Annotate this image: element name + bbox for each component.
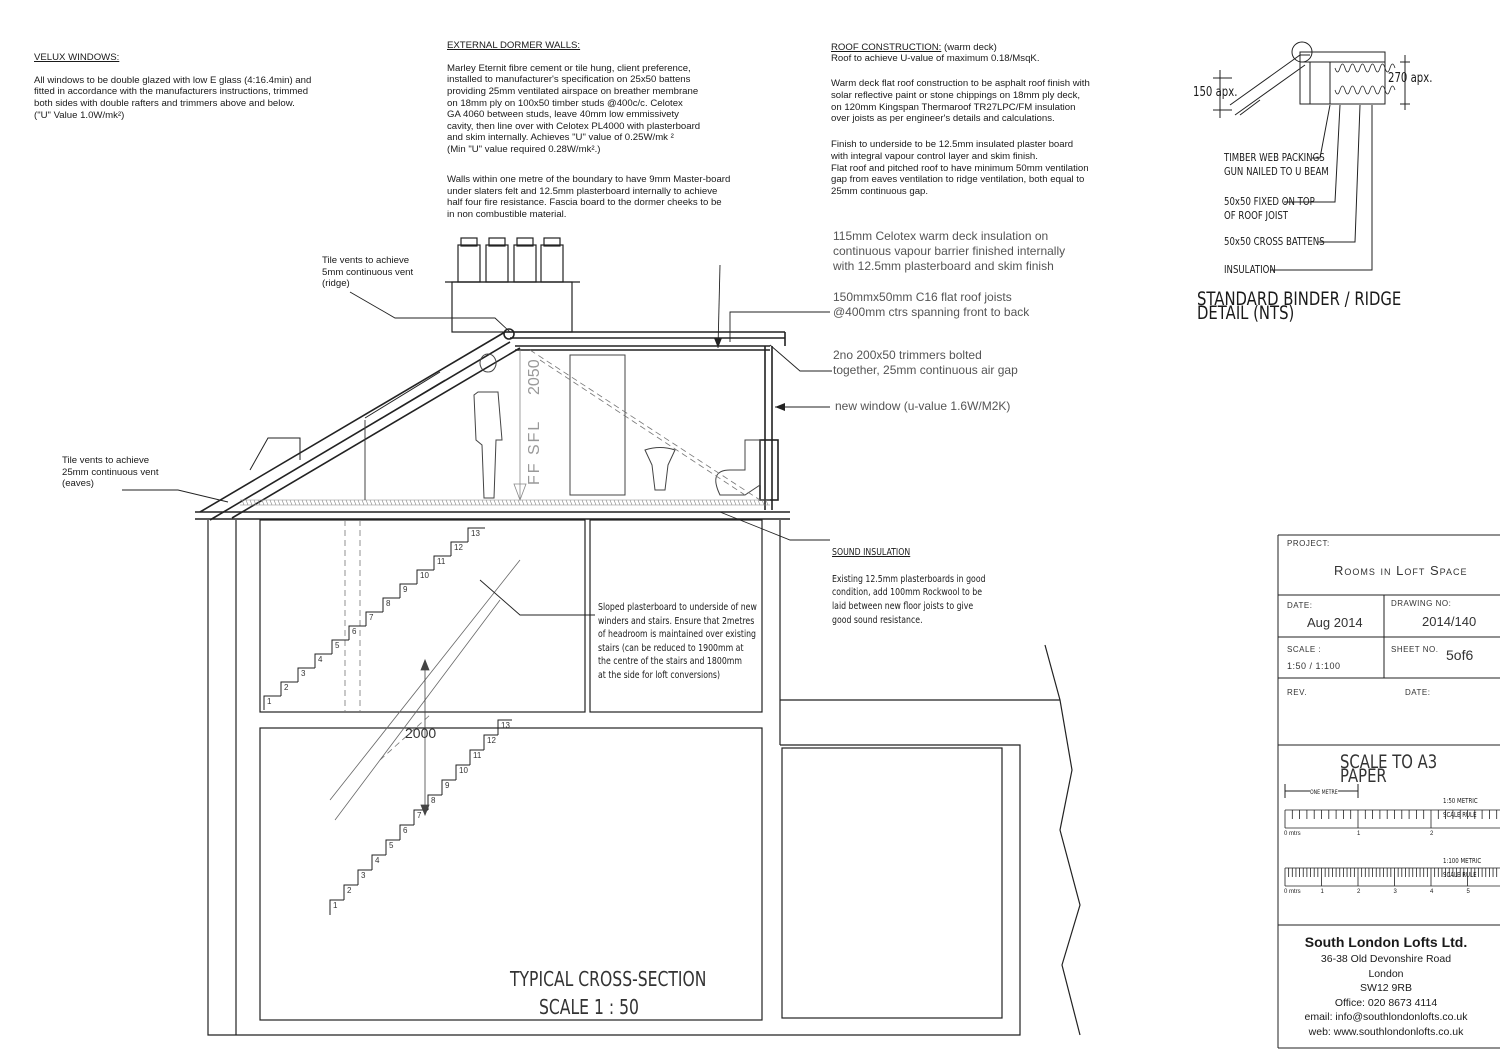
drawing-no-value: 2014/140 [1422,614,1477,629]
scale-rule-tick-label: 4 [1430,889,1434,895]
roof [195,329,790,520]
ridge-label-cross-battens: 50x50 CROSS BATTENS [1224,235,1325,248]
dimension-2050 [514,350,526,500]
rule-100-label: 1:100 METRIC SCALE RULE [1443,857,1482,879]
upper-stairs [264,528,485,710]
date-label: DATE: [1287,601,1313,610]
sheet-no-label: SHEET NO. [1391,645,1439,654]
ridge-label-timber: TIMBER WEB PACKINGS GUN NAILED TO U BEAM [1224,151,1329,178]
dim-270-label: 270 apx. [1388,71,1433,86]
new-window-note: new window (u-value 1.6W/M2K) [835,399,1011,413]
roof-heading-suffix: (warm deck) [941,41,997,53]
section-scale: SCALE 1 : 50 [539,995,639,1019]
upper-stair-number: 5 [335,641,340,650]
company-postcode: SW12 9RB [1360,982,1412,995]
dormer-note [447,28,767,232]
upper-stair-number: 6 [352,627,357,636]
roof-body-1: Warm deck flat roof construction to be asphalt roof finish with solar reflective paint or stone chippings on 18mm ply deck, on 120mm Kingspan Thermaroof TR27LPC/FM insulation over joists as per engineer's details and calculations. [831,78,1090,125]
company-office: Office: 020 8673 4114 [1334,996,1438,1009]
ridge-label-insulation: INSULATION [1224,263,1276,276]
roof-note [831,30,1131,209]
section-title: TYPICAL CROSS-SECTION [510,967,707,991]
upper-stair-number: 2 [284,683,289,692]
scale-rule-tick-label: 3 [1393,889,1397,895]
rev-date-label: DATE: [1405,688,1431,697]
project-label: PROJECT: [1287,539,1330,548]
sound-heading: SOUND INSULATION [832,546,911,558]
date-value: Aug 2014 [1307,615,1363,630]
roof-body-2: Finish to underside to be 12.5mm insulated plaster board with integral vapour control layer and skim finish. Flat roof and pitched roof to have minimum 50mm ventilation gap from eaves ventilation to ridge ventilation, both equal to 25mm continuous gap. [831,139,1089,197]
scale-rule-tick-label: 0 mtrs [1284,889,1301,895]
dim-2000-label: 2000 [405,725,437,741]
tile-vents-ridge-note: Tile vents to achieve 5mm continuous vent (ridge) [322,255,414,290]
lower-stair-number: 2 [347,886,352,895]
lower-stair-number: 11 [473,751,482,760]
lower-stair-number: 3 [361,871,366,880]
velux-heading: VELUX WINDOWS: [34,51,120,63]
roof-heading: ROOF CONSTRUCTION: [831,41,942,53]
lower-stair-number: 12 [487,736,496,745]
tile-vents-eaves-note: Tile vents to achieve 25mm continuous vent (eaves) [62,455,159,490]
sheet-no-value: 5of6 [1446,647,1474,663]
scale-rule-tick-label: 2 [1430,831,1434,837]
lower-stair-number: 1 [333,901,338,910]
company-block [1280,932,1492,1040]
velux-note [34,40,354,133]
sloped-plasterboard-note: Sloped plasterboard to underside of new winders and stairs. Ensure that 2metres of headroom is maintained over existing stairs (can be reduced to 1900mm at the centre of the stairs and 1800mm at the side for loft conversions) [598,602,757,681]
velux-body: All windows to be double glazed with low E glass (4:16.4min) and fitted in accordance with the manufacturers instructions, trimmed both sides with double rafters and trimmers above and below. ("U" Value 1.0W/mk²) [34,74,312,121]
sound-body: Existing 12.5mm plasterboards in good condition, add 100mm Rockwool to be laid between new floor joists to give good sound resistance. [832,573,986,626]
company-email[interactable]: email: info@southlondonlofts.co.uk [1304,1011,1468,1024]
scale-value: 1:50 / 1:100 [1287,661,1341,671]
rev-label: REV. [1287,688,1307,697]
upper-stair-number: 11 [437,557,446,566]
scale-label: SCALE : [1287,645,1322,654]
dim-2050-label: 2050 [526,359,543,395]
interior-fittings [365,354,760,500]
upper-stair-number: 3 [301,669,306,678]
lower-stair-number: 10 [459,766,468,775]
company-name: South London Lofts Ltd. [1304,934,1468,950]
lower-stair-number: 4 [375,856,380,865]
upper-stair-number: 10 [420,571,429,580]
lower-stair-number: 5 [389,841,394,850]
ridge-detail-title: STANDARD BINDER / RIDGE DETAIL (NTS) [1197,288,1402,324]
drawing-no-label: DRAWING NO: [1391,599,1452,608]
lower-stair-number: 8 [431,796,436,805]
upper-stair-number: 1 [267,697,272,706]
scale-to-a3: SCALE TO A3 PAPER [1340,751,1438,787]
company-address-2: London [1368,967,1404,980]
dim-150-label: 150 apx. [1193,85,1238,100]
trimmers-note: 2no 200x50 trimmers bolted together, 25mm continuous air gap [833,348,1018,377]
ff-sfl-label: FF SFL [526,419,543,485]
scale-rule-tick-label: 5 [1466,889,1470,895]
upper-stair-number: 7 [369,613,374,622]
upper-stair-number: 4 [318,655,323,664]
lower-stair-number: 9 [445,781,450,790]
scale-rule-tick-label: 1 [1320,889,1324,895]
project-name: Rooms in Loft Space [1334,563,1468,578]
joists-note: 150mmx50mm C16 flat roof joists @400mm ctrs spanning front to back [833,290,1030,319]
lower-stair-number: 6 [403,826,408,835]
lower-stair-number: 7 [417,811,422,820]
velux-window [250,372,445,470]
company-web[interactable]: web: www.southlondonlofts.co.uk [1308,1025,1464,1038]
company-address-1: 36-38 Old Devonshire Road [1320,953,1452,965]
sound-insulation-note [832,532,986,627]
leader-lines [122,265,832,615]
lower-stair-number: 13 [501,721,510,730]
scale-rule-tick-label: 1 [1357,831,1361,837]
upper-stair-number: 12 [454,543,463,552]
scale-rule-tick-label: 0 mtrs [1284,831,1301,837]
ridge-label-fixed: 50x50 FIXED ON TOP OF ROOF JOIST [1224,195,1315,222]
dormer-body-1: Marley Eternit fibre cement or tile hung, client preference, installed to manufacturer's specification on 25x50 battens providing 25mm ventilated airspace on breather membrane on 18mm ply on 100x50 timber studs @400c/c. Celotex GA 4060 between studs, leave 40mm low emmissivety cavity, then line over with Celotex PL4000 with plasterboard and skim internally. Achieves "U" value of 0.25W/mk ² (Min "U" value required 0.28W/mk².) [447,62,701,155]
projection-lines [345,350,760,760]
dormer-heading: EXTERNAL DORMER WALLS: [447,39,581,51]
upper-stair-number: 13 [471,529,480,538]
roof-line-1: Roof to achieve U-value of maximum 0.18/MsqK. [831,53,1040,65]
upper-stair-number: 8 [386,599,391,608]
scale-rule-tick-label: 2 [1357,889,1361,895]
rule-50-label: 1:50 METRIC SCALE RULE [1443,797,1478,819]
upper-stair-number: 9 [403,585,408,594]
celotex-note: 115mm Celotex warm deck insulation on continuous vapour barrier finished internally with 12.5mm plasterboard and skim finish [833,229,1066,273]
dormer-body-2: Walls within one metre of the boundary to have 9mm Master-board under slaters felt and 12.5mm plasterboard internally to achieve half four fire resistance. Fascia board to the dormer cheeks to be in non combustible material. [447,174,731,220]
one-metre-label: ONE METRE [1310,786,1338,800]
